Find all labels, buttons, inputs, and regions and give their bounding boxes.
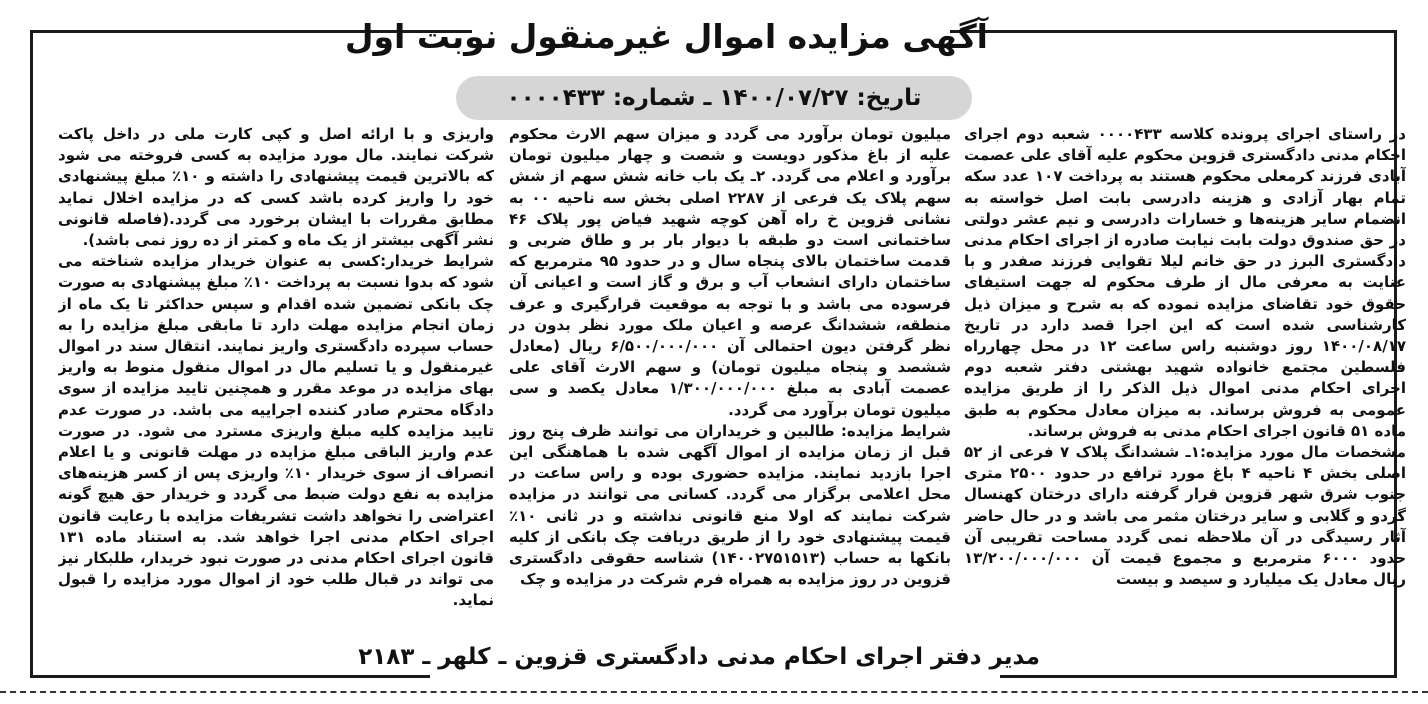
property-specs-label: مشخصات مال مورد مزایده: [1199, 443, 1406, 462]
column-middle [509, 124, 951, 634]
cut-dashed-line [0, 691, 1428, 693]
auction-terms-label: شرایط مزایده: [840, 421, 951, 440]
column-left [58, 124, 494, 634]
notice-signature: مدیر دفتر اجرای احکام مدنی دادگستری قزوین ـ کلهر ـ ۲۱۸۳ [358, 644, 1040, 670]
notice-body [34, 124, 1406, 634]
property-two-paragraph: میلیون تومان برآورد می گردد و میزان سهم الارث محکوم علیه از باغ مذکور دویست و شصت و چهار میلیون تومان برآورد و اعلام می گردد. ۲ـ یک باب خانه شش سهم از شش سهم پلاک یک فرعی از ۲۲۸۷ اصلی بخش سه ناحیه ۰۰ به نشانی قزوین خ راه آهن کوچه شهید فیاض پور پلاک ۴۶ ساختمانی است دو طبقه با دیوار بار بر و طاق ضربی و قدمت ساختمان بالای پنجاه سال و در حدود ۹۵ مترمربع که ساختمان دارای انشعاب آب و برق و گاز است و اعیانی آن فرسوده می باشد و با توجه به موقعیت قرارگیری و عرف منطقه، ششدانگ عرصه و اعیان ملک مورد نظر بدون در نظر گرفتن دیون احتمالی آن ۶/۵۰۰/۰۰۰/۰۰۰ ریال (معادل ششصد و پنجاه میلیون تومان) و سهم الارث آقای علی عصمت آبادی به مبلغ ۱/۳۰۰/۰۰۰/۰۰۰ معادل یکصد و سی میلیون تومان برآورد می گردد. [509, 125, 951, 419]
frame-border-bottom-right [1000, 675, 1397, 678]
date-number-line: تاریخ: ۱۴۰۰/۰۷/۲۷ ـ شماره: ۰۰۰۰۴۳۳ [456, 76, 972, 120]
notice-title: آگهی مزایده اموال غیرمنقول نوبت اول [344, 17, 988, 56]
column-right [964, 124, 1406, 634]
buyer-terms-text: کسی به عنوان خریدار مزایده شناخته می شود که بدوا نسبت به پرداخت ۱۰٪ مبلغ پیشنهادی به صورت چک بانکی تضمین شده اقدام و سپس حداکثر تا یک ماه از زمان انجام مزایده مهلت دارد تا مابقی مبلغ مزایده را به حساب سپرده دادگستری واریز نمایند. انتقال سند در اموال غیرمنقول و یا تسلیم مال در اموال منقول منوط به واریز بهای مزایده در موعد مقرر و همچنین تایید مزایده از سوی دادگاه محترم صادر کننده اجراییه می باشد. در صورت عدم تایید مزایده کلیه مبلغ واریزی مسترد می شود. در صورت عدم واریز الباقی مبلغ مزایده در مهلت قانونی و یا اعلام انصراف از سوی خریدار ۱۰٪ واریزی پس از کسر هزینه‌های مزایده به نفع دولت ضبط می گردد و خریدار حق هیچ گونه اعتراضی را نخواهد داشت تشریفات مزایده با رعایت قانون اجرای احکام مدنی اجرا خواهد شد. به استناد ماده ۱۳۱ قانون اجرای احکام مدنی در صورت نبود خریدار، طلبکار نیز می تواند در قبال طلب خود از اموال مورد مزایده را قبول نماید. [58, 252, 494, 610]
auction-terms-paragraph [509, 421, 951, 591]
frame-border-bottom-left [30, 675, 430, 678]
property-specs-paragraph [964, 442, 1406, 590]
frame-border-left [30, 30, 33, 678]
participation-paragraph: واریزی و با ارائه اصل و کپی کارت ملی در داخل پاکت شرکت نمایند. مال مورد مزایده به کسی فروخته می شود که بالاترین قیمت پیشنهادی را داشته و ۱۰٪ مبلغ پیشنهادی خود را واریز کرده باشد کسی که در مزایده اخلال نماید مطابق مقررات با ایشان برخورد می گردد.(فاصله قانونی نشر آگهی بیشتر از یک ماه و کمتر از ده روز نمی باشد). [58, 125, 494, 250]
buyer-terms-label: شرایط خریدار: [380, 252, 494, 271]
buyer-terms-paragraph [58, 251, 494, 611]
frame-border-top-right [950, 30, 1397, 33]
intro-paragraph: در راستای اجرای پرونده کلاسه ۰۰۰۰۴۳۳ شعبه دوم اجرای احکام مدنی دادگستری قزوین محکوم علیه آقای علی عصمت آبادی فرزند کرمعلی محکوم هستند به پرداخت ۱۰۷ عدد سکه تمام بهار آزادی و هزینه دادرسی بابت اصل خواسته به انضمام سایر هزینه‌ها و خسارات دادرسی و نیم عشر دولتی در حق صندوق دولت بابت نیابت صادره از اجرای احکام مدنی دادگستری البرز در حق خانم لیلا تقوایی فرزند صفدر و با عنایت به معرفی مال از طرف محکوم له جهت استیفای حقوق خود تقاضای مزایده نموده که به شرح و میزان ذیل کارشناسی شده است که این اجرا قصد دارد در تاریخ ۱۴۰۰/۰۸/۱۷ روز دوشنبه راس ساعت ۱۲ در محل چهارراه فلسطین مجتمع خانواده شهید بهشتی دفتر شعبه دوم اجرای احکام مدنی اموال ذیل الذکر را از طریق مزایده عمومی به فروش برساند. به میزان معادل محکوم به طبق ماده ۵۱ قانون اجرای احکام مدنی به فروش برساند. [964, 125, 1406, 440]
property-specs-text: ۱ـ ششدانگ پلاک ۷ فرعی از ۵۲ اصلی بخش ۴ ناحیه ۴ باغ مورد ترافع در حدود ۲۵۰۰ متری جنوب شرق شهر قزوین قرار گرفته دارای درختان کهنسال گردو و گلابی و سایر درختان مثمر می باشد و در حال حاضر آثار رسیدگی در آن ملاحظه نمی گردد مساحت تقریبی آن حدود ۶۰۰۰ مترمربع و مجموع قیمت آن ۱۳/۲۰۰/۰۰۰/۰۰۰ ریال معادل یک میلیارد و سیصد و بیست [964, 443, 1406, 589]
auction-terms-text: طالبین و خریداران می توانند ظرف پنج روز قبل از زمان مزایده از اموال آگهی شده با هماهنگی این اجرا بازدید نمایند. مزایده حضوری بوده و راس ساعت در محل اعلامی برگزار می گردد. کسانی می توانند در مزایده شرکت نمایند که اولا منع قانونی نداشته و در ثانی ۱۰٪ قیمت پیشنهادی خود را از طریق دریافت چک بانکی از کلیه بانکها به حساب (۱۴۰۰۲۷۵۱۵۱۳) شناسه حقوقی دادگستری قزوین در روز مزایده به همراه فرم شرکت در مزایده و چک [509, 421, 951, 589]
